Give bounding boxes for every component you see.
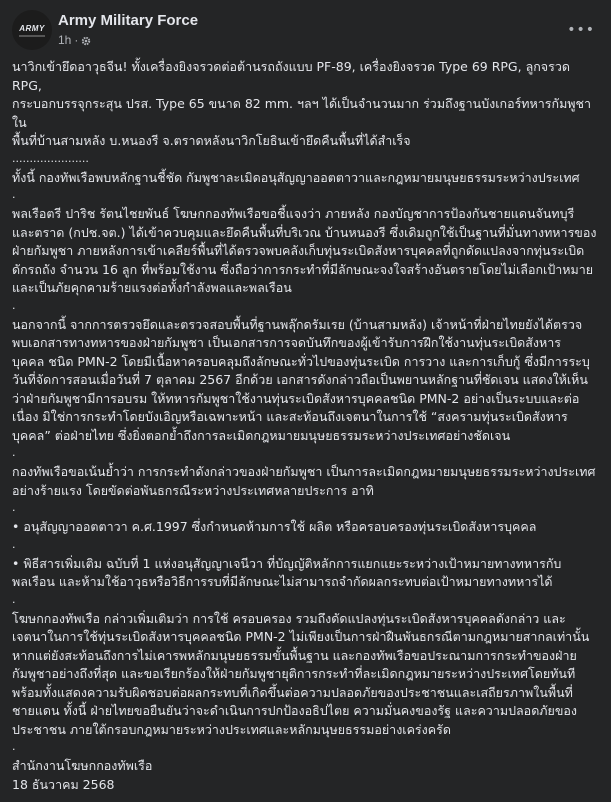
text-line: . [12, 537, 16, 551]
text-line: นาวิกเข้ายึดอาวุธจีน! ทั้งเครื่องยิงจรวดต่อต้านรถถังแบบ PF-89, เครื่องยิงจรวด Type 69 RPG, ลูกจรวด RPG, [12, 59, 570, 93]
text-line: ...................... [12, 151, 89, 165]
post-paragraph [12, 58, 601, 151]
post-header [12, 10, 601, 54]
text-line: บุคคล” ต่อฝ่ายไทย ซึ่งยิ่งตอกย้ำถึงการละเมิดกฎหมายมนุษยธรรมระหว่างประเทศอย่างชัดเจน [12, 427, 511, 443]
text-line: พลเรือน และห้ามใช้อาวุธหรือวิธีการรบที่มีลักษณะไม่สามารถจำกัดผลกระทบต่อเป้าหมายทางทหารได้ [12, 574, 553, 589]
text-line: ฝ่ายกัมพูชา ภายหลังการเข้าเคลียร์พื้นที่ได้ตรวจพบคลังเก็บทุ่นระเบิดสังหารบุคคลที่ถูกดัดแปลงจากทุ่นระเบิด [12, 243, 585, 258]
post-time[interactable]: 1h [58, 33, 72, 47]
post-paragraph [12, 610, 601, 740]
text-line: 18 ธันวาคม 2568 [12, 776, 115, 792]
text-line: . [12, 740, 16, 753]
text-line: ดักรถถัง จำนวน 16 ลูก ที่พร้อมใช้งาน ซึ่งถือว่าการกระทำที่มีลักษณะจงใจสร้างอันตรายโดยไม่เลือกเป้าหมาย [12, 261, 594, 277]
text-line: หากแต่ยังสะท้อนถึงการไม่เคารพหลักมนุษยธรรมขั้นพื้นฐาน และกองทัพเรือขอประณามการกระทำของฝ่าย [12, 647, 577, 663]
text-line: และตราด (กปช.จต.) ได้เข้าควบคุมและยึดคืนพื้นที่บริเวณ บ้านหนองรี ซึ่งเดิมถูกใช้เป็นฐานที่มั่นทางทหารของ [12, 224, 597, 240]
text-line: . [12, 501, 16, 514]
text-line: . [12, 298, 16, 312]
post-paragraph [12, 205, 601, 298]
post-paragraph [12, 757, 601, 794]
post-meta [58, 33, 91, 47]
paragraph-separator [12, 153, 601, 165]
post-body [12, 58, 601, 794]
avatar-logo-underline [19, 35, 45, 37]
paragraph-separator [12, 300, 601, 312]
paragraph-separator [12, 594, 601, 606]
text-line: ประชาชน ภายใต้กรอบกฎหมายระหว่างประเทศและหลักมนุษยธรรมอย่างเคร่งครัด [12, 721, 451, 737]
text-line: • อนุสัญญาออตตาวา ค.ศ.1997 ซึ่งกำหนดห้ามการใช้ ผลิต หรือครอบครองทุ่นระเบิดสังหารบุคคล [12, 519, 537, 534]
avatar[interactable] [12, 10, 52, 50]
text-line: สำนักงานโฆษกกองทัพเรือ [12, 758, 153, 773]
avatar-logo: ARMY [19, 23, 45, 33]
post-paragraph [12, 518, 601, 537]
text-line: . [12, 188, 16, 201]
text-line: ว่าฝ่ายกัมพูชามีการอบรม ให้ทหารกัมพูชาใช้งานทุ่นระเบิดสังหารบุคคลชนิด PMN-2 อย่างเป็นระบบและต่อ [12, 390, 580, 406]
paragraph-separator [12, 447, 601, 459]
text-line: . [12, 592, 16, 606]
text-line: ทั้งนี้ กองทัพเรือพบหลักฐานชี้ชัด กัมพูชาละเมิดอนุสัญญาออตตาวาและกฎหมายมนุษยธรรมระหว่างประเทศ [12, 169, 580, 185]
text-line: • พิธีสารเพิ่มเติม ฉบับที่ 1 แห่งอนุสัญญาเจนีวา ที่บัญญัติหลักการแยกแยะระหว่างเป้าหมายทางทหารกับ [12, 555, 562, 571]
text-line: พร้อมทั้งแสดงความรับผิดชอบต่อผลกระทบที่เกิดขึ้นต่อความปลอดภัยของประชาชนและเสถียรภาพในพื้นที่ [12, 684, 573, 700]
text-line: พลเรือตรี ปาริช รัตนไชยพันธ์ โฆษกกองทัพเรือขอชี้แจงว่า ภายหลัง กองบัญชาการป้องกันชายแดนจันทบุรี [12, 206, 575, 221]
text-line: นอกจากนี้ จากการตรวจยึดและตรวจสอบพื้นที่ฐานพลุ๊กดรัมเรย (บ้านสามหลัง) เจ้าหน้าที่ฝ่ายไทยยังได้ตรวจ [12, 316, 583, 332]
text-line: พื้นที่บ้านสามหลัง บ.หนองรี จ.ตราดหลังนาวิกโยธินเข้ายึดคืนพื้นที่ได้สำเร็จ [12, 133, 411, 148]
paragraph-separator [12, 539, 601, 551]
post-paragraph [12, 555, 601, 592]
text-line: เนื่อง มิใช่การกระทำโดยบังเอิญหรือเฉพาะหน้า และสะท้อนถึงเจตนาในการใช้ “สงครามทุ่นระเบิดสังหาร [12, 409, 568, 424]
text-line: กองทัพเรือขอเน้นย้ำว่า การกระทำดังกล่าวของฝ่ายกัมพูชา เป็นการละเมิดกฎหมายมนุษยธรรมระหว่างประเทศ [12, 464, 596, 479]
text-line: บุคคล ชนิด PMN-2 โดยมีเนื้อหาครอบคลุมถึงลักษณะทั่วไปของทุ่นระเบิด การวาง และการเก็บกู้ ซึ่งมีการระบุ [12, 353, 590, 369]
text-line: กระบอกบรรจุกระสุน ปรส. Type 65 ขนาด 82 mm. ฯลฯ ได้เป็นจำนวนมาก ร่วมถึงฐานบังเกอร์ทหารกัมพูชาใน [12, 96, 592, 130]
post-paragraph [12, 316, 601, 446]
text-line: . [12, 446, 16, 459]
meta-separator: · [74, 33, 79, 47]
text-line: กัมพูชาอย่างถึงที่สุด และขอเรียกร้องให้ฝ่ายกัมพูชายุติการกระทำที่ละเมิดกฎหมายระหว่างประเทศโดยทันที [12, 666, 576, 681]
paragraph-separator [12, 502, 601, 514]
text-line: เจตนาในการใช้ทุ่นระเบิดสังหารบุคคลชนิด PMN-2 ไม่เพียงเป็นการฝ่าฝืนพันธกรณีตามกฎหมายสากลเท่านั้น [12, 629, 590, 644]
author-name[interactable]: Army Military Force [58, 12, 199, 29]
post-paragraph [12, 463, 601, 500]
text-line: โฆษกกองทัพเรือ กล่าวเพิ่มเติมว่า การใช้ ครอบครอง รวมถึงดัดแปลงทุ่นระเบิดสังหารบุคคลดังกล่าว และ [12, 610, 566, 626]
more-options-button[interactable]: ••• [567, 22, 595, 38]
post-paragraph [12, 169, 601, 188]
paragraph-separator [12, 741, 601, 753]
text-line: อย่างร้ายแรง โดยขัดต่อพันธกรณีระหว่างประเทศหลายประการ อาทิ [12, 482, 374, 498]
text-line: พบเอกสารทางทหารของฝ่ายกัมพูชา เป็นเอกสารการจดบันทึกของผู้เข้ารับการฝึกใช้งานทุ่นระเบิดสังหาร [12, 335, 561, 350]
text-line: และเป็นภัยคุกคามร้ายแรงต่อทั้งกำลังพลและพลเรือน [12, 280, 292, 295]
public-audience-icon[interactable] [81, 35, 91, 45]
text-line: ชายแดน ทั้งนี้ ฝ่ายไทยขอยืนยันว่าจะดำเนินการปกป้องอธิปไตย ความมั่นคงของรัฐ และความปลอดภัยของ [12, 703, 578, 718]
paragraph-separator [12, 189, 601, 201]
text-line: วันที่จัดการสอนเมื่อวันที่ 7 ตุลาคม 2567 อีกด้วย เอกสารดังกล่าวถือเป็นพยานหลักฐานที่ชัดเจน แสดงให้เห็น [12, 372, 588, 387]
